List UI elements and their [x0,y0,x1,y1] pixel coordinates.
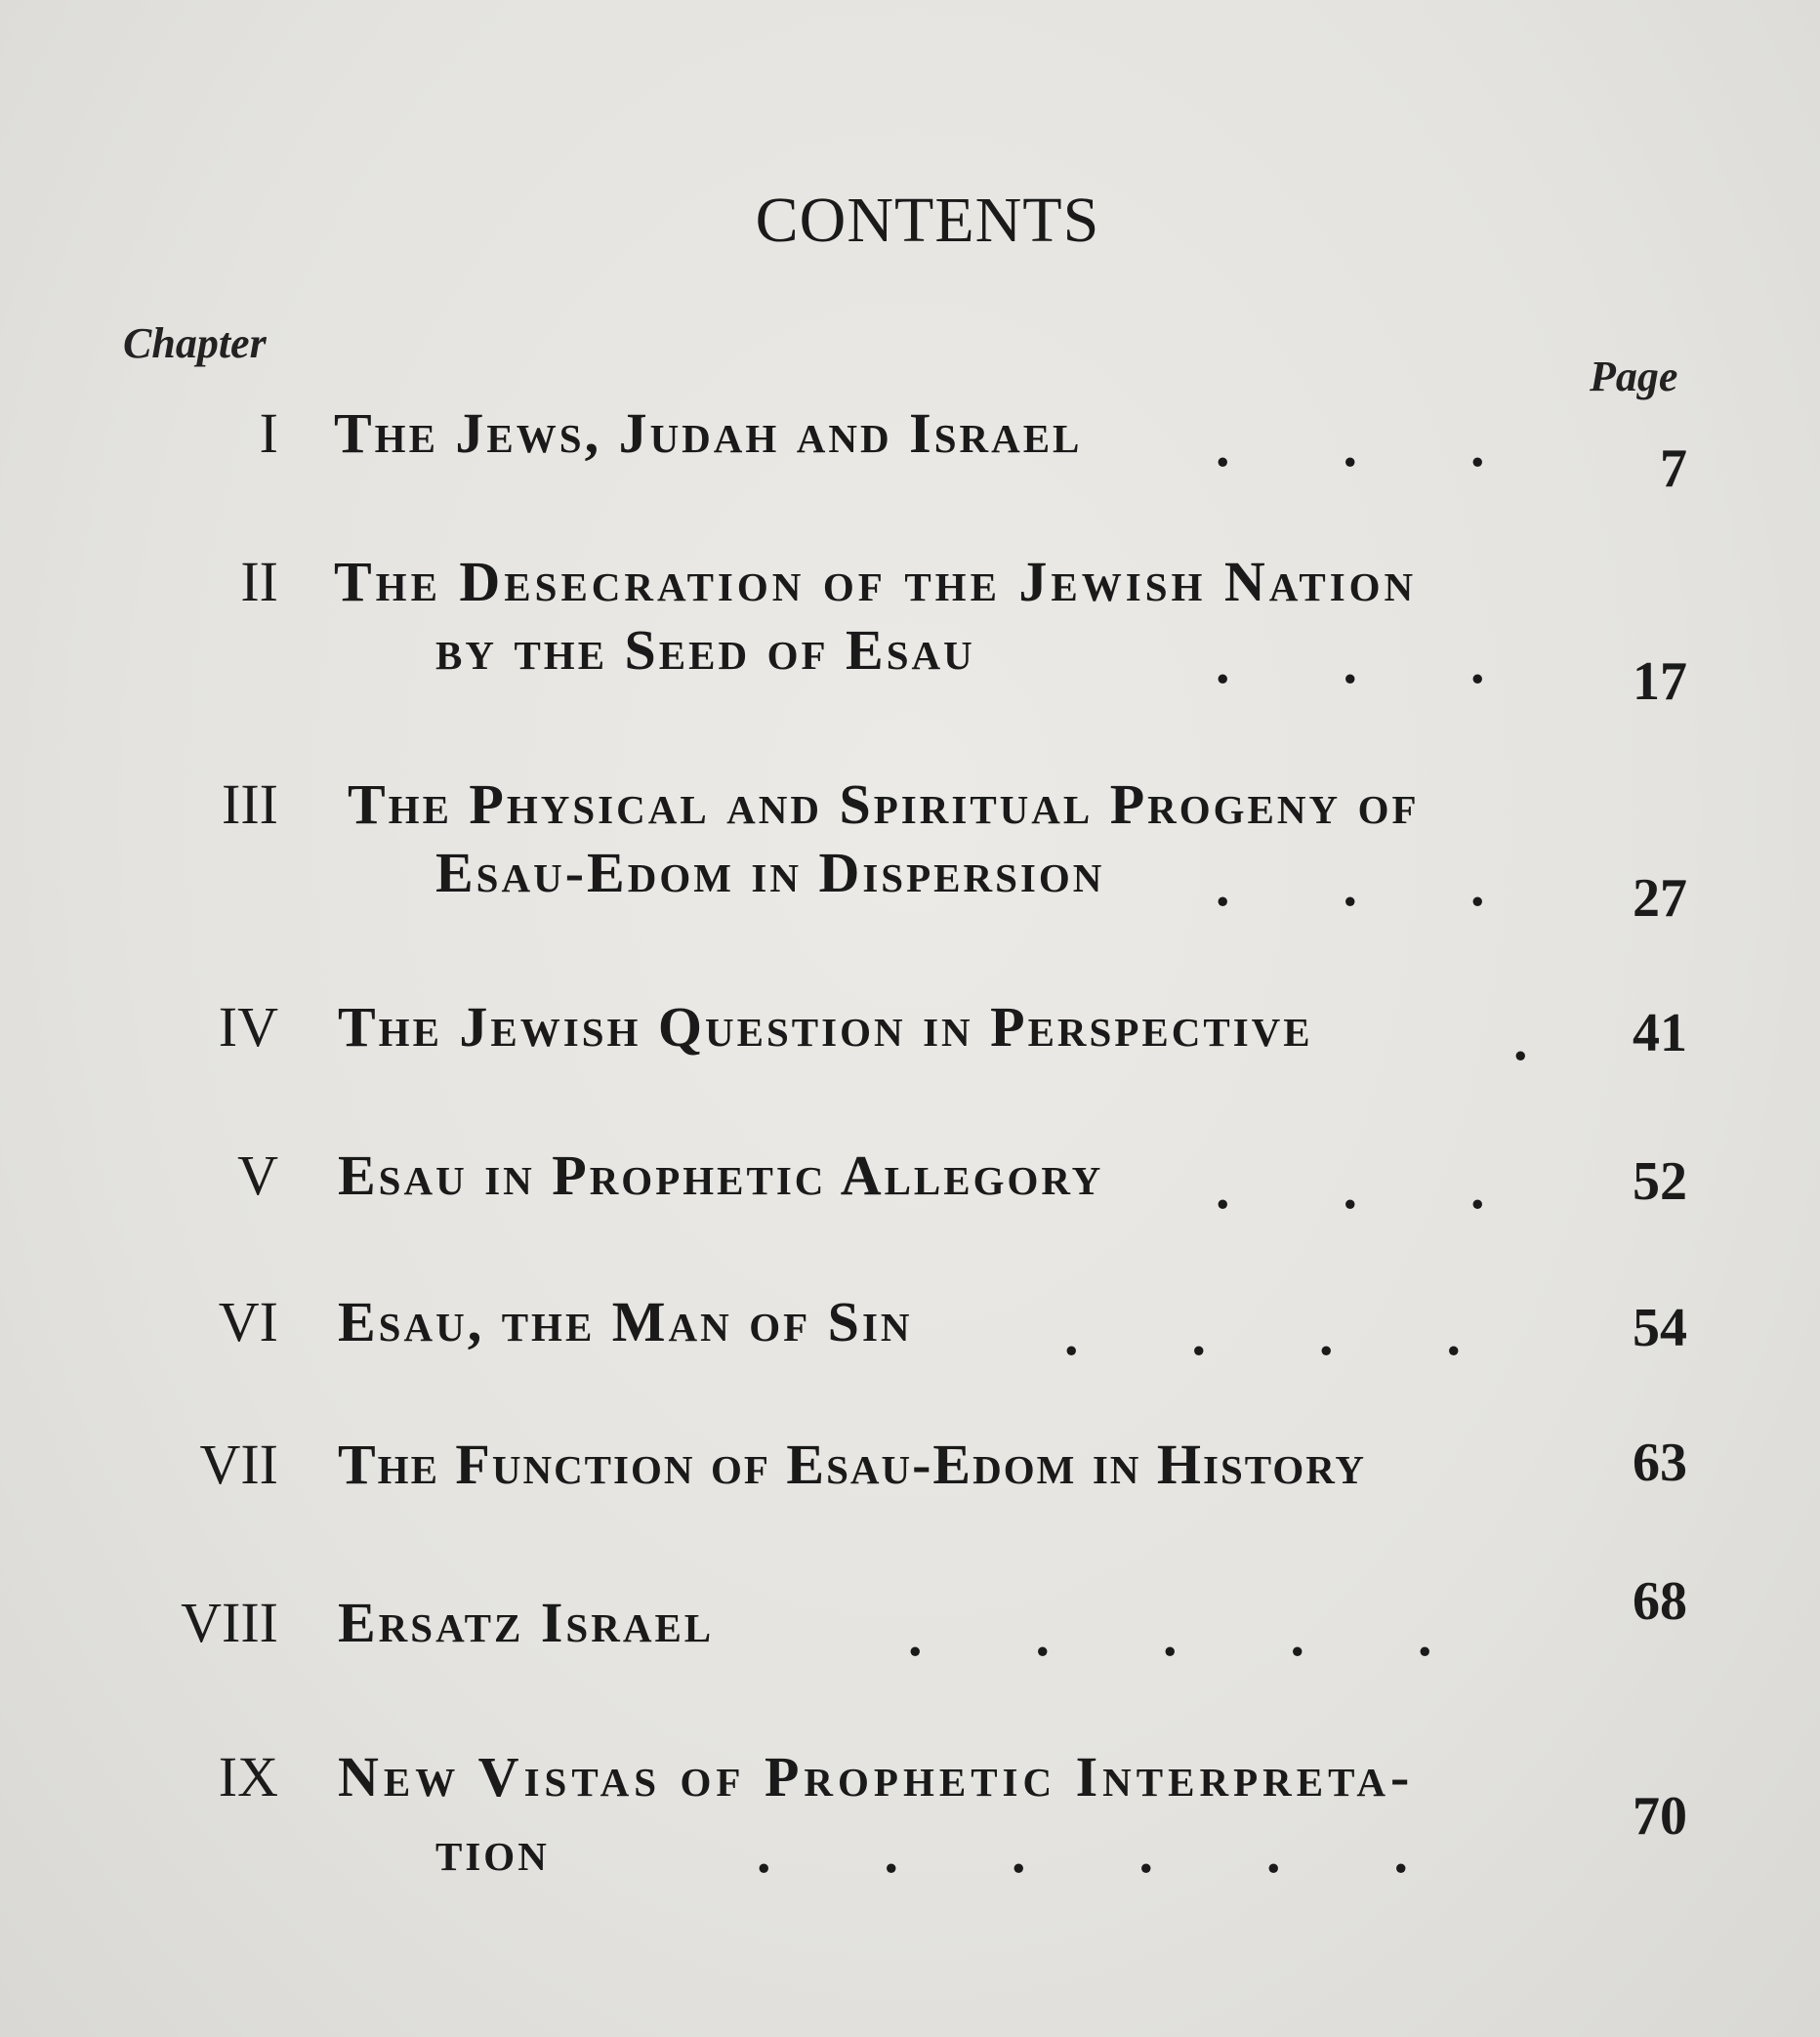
chapter-title-line: The Jewish Question in Perspective [338,995,1313,1059]
dot-leaders: . . . [1216,632,1485,695]
dot-leaders: . . . [1216,1157,1485,1221]
page-number: 70 [1633,1786,1687,1847]
page-number: 7 [1660,438,1687,499]
dot-leaders: . . . . . . [757,1821,1408,1885]
chapter-title-line: by the Seed of Esau [435,618,975,682]
page-number: 41 [1633,1003,1687,1063]
chapter-numeral: V [237,1143,278,1207]
chapter-title-line: Ersatz Israel [338,1591,715,1654]
chapter-column-label: Chapter [123,319,267,367]
page-number: 54 [1633,1298,1687,1358]
page-number: 68 [1633,1571,1687,1632]
page-title: CONTENTS [755,185,1100,256]
chapter-title-line: The Physical and Spiritual Progeny of [348,772,1420,836]
dot-leaders: . . . [1216,415,1485,478]
page-number: 17 [1633,651,1687,712]
chapter-numeral: IV [218,995,278,1059]
chapter-numeral: II [240,550,278,613]
page-number: 63 [1633,1433,1687,1493]
chapter-title-line: Esau, the Man of Sin [338,1290,913,1353]
chapter-title-line: tion [435,1819,550,1883]
chapter-numeral: VII [199,1433,278,1496]
dot-leaders: . . . [1216,854,1485,918]
page-column-label: Page [1590,353,1678,400]
dot-leaders: . . . . [1064,1304,1461,1367]
chapter-numeral: I [259,401,278,465]
chapter-title-line: Esau-Edom in Dispersion [435,841,1105,904]
chapter-title-line: Esau in Prophetic Allegory [338,1143,1104,1207]
dot-leaders: . [1513,1009,1528,1072]
dot-leaders: . . . . . [908,1604,1432,1668]
page-number: 27 [1633,868,1687,929]
chapter-title-line: The Jews, Judah and Israel [334,401,1083,465]
chapter-numeral: VI [218,1290,278,1353]
chapter-numeral: VIII [181,1591,278,1654]
chapter-title-line: The Desecration of the Jewish Nation [334,550,1418,613]
page-number: 52 [1633,1151,1687,1212]
chapter-numeral: IX [218,1745,278,1808]
chapter-numeral: III [222,772,278,836]
chapter-title-line: The Function of Esau-Edom in History [338,1433,1367,1496]
chapter-title-line: New Vistas of Prophetic Interpreta- [338,1745,1415,1808]
